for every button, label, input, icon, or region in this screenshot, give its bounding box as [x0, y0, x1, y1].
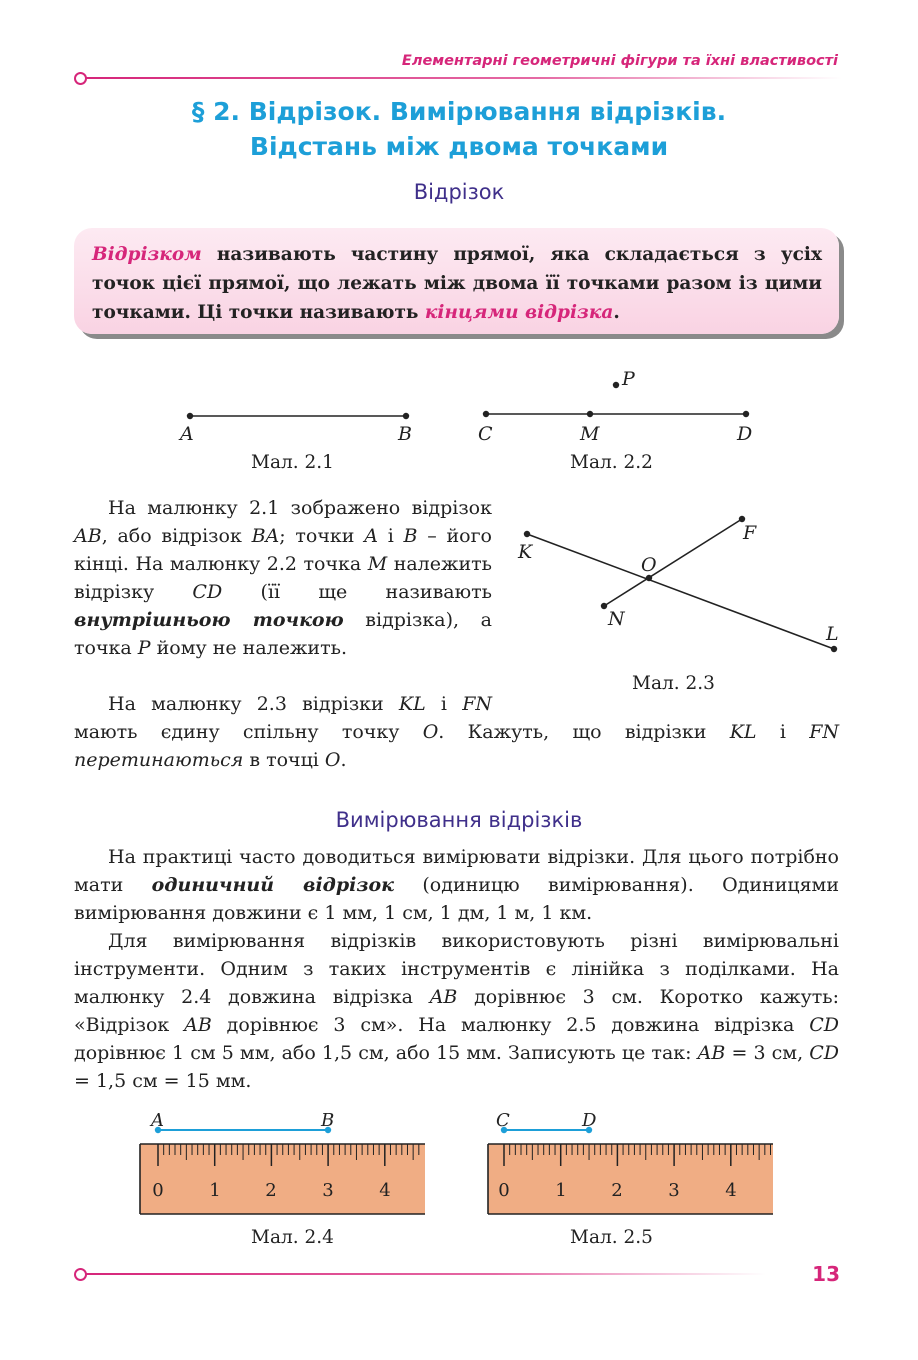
caption-2-2: Мал. 2.2 [570, 452, 653, 473]
point-p [613, 382, 619, 388]
paragraph-1: На малюнку 2.1 зображено відрізок AB, або відрізок BA; точки A і B – його кінці. На малюнку 2.2 точка M належить відрізку CD (її ще називають внутрішньою точкою відрізка), а точка P йому не належить. [74, 497, 492, 659]
ruler-number-4: 4 [725, 1180, 737, 1201]
fig-2-4 [138, 1110, 428, 1220]
ruler-number-4: 4 [379, 1180, 391, 1201]
paragraph-3: На практиці часто доводиться вимірювати відрізки. Для цього потрібно мати одиничний відрізок (одиницю вимірювання). Одиницями вимірювання довжини є 1 мм, 1 см, 1 дм, 1 м, 1 км. [74, 846, 839, 924]
definition-text: Відрізком називають частину прямої, яка складається з усіх точок цієї прямої, що лежать між двома її точками разом із цими точками. Ці точки називають кінцями відрізка. [92, 244, 822, 323]
point-n [601, 603, 607, 609]
ruler-number-3: 3 [322, 1180, 334, 1201]
ruler-number-3: 3 [668, 1180, 680, 1201]
caption-2-4: Мал. 2.4 [251, 1227, 334, 1248]
running-head: Елементарні геометричні фігури та їхні властивості [401, 53, 838, 69]
label-d: D [737, 423, 753, 445]
term-inner-point: внутрішньою точкою [74, 609, 344, 631]
subhead-segment: Відрізок [413, 180, 505, 204]
footer-rule [86, 1273, 766, 1275]
section-title-line1: § 2. Відрізок. Вимірювання відрізків. [191, 97, 727, 126]
label-b: B [321, 1110, 335, 1131]
label-c: C [496, 1110, 510, 1131]
header-rule [86, 77, 842, 79]
term-intersect: перетинаються [74, 749, 244, 771]
point-b [403, 413, 409, 419]
ruler-number-1: 1 [209, 1180, 221, 1201]
label-a: A [180, 423, 194, 445]
label-m: M [580, 423, 600, 445]
definition-term: Відрізком [92, 244, 202, 265]
subhead-measuring: Вимірювання відрізків [335, 808, 583, 832]
label-d: D [582, 1110, 597, 1131]
point-k [524, 531, 530, 537]
label-o: O [641, 554, 657, 576]
definition-term-ends: кінцями відрізка [424, 302, 614, 323]
paragraph-4: Для вимірювання відрізків використовують різні вимірювальні інструменти. Одним з таких інструментів є лінійка з поділками. На малюнку 2.4 довжина відрізка AB дорівнює 3 см. Коротко кажуть: «Відрізок AB дорівнює 3 см». На малюнку 2.5 довжина відрізка CD дорівнює 1 см 5 мм, або 1,5 см, або 15 мм. Записують це так: AB = 3 см, CD = 1,5 см = 15 мм. [74, 930, 840, 1092]
ruler-number-2: 2 [611, 1180, 623, 1201]
label-b: B [398, 423, 412, 445]
label-p: P [622, 368, 635, 390]
point-d [743, 411, 749, 417]
caption-2-1: Мал. 2.1 [251, 452, 334, 473]
label-a: A [151, 1110, 164, 1131]
ruler-number-0: 0 [152, 1180, 164, 1201]
fig-2-1 [178, 413, 412, 445]
caption-2-5: Мал. 2.5 [570, 1227, 653, 1248]
caption-2-3: Мал. 2.3 [632, 673, 715, 694]
fig-2-5 [486, 1110, 776, 1220]
label-k: K [518, 541, 533, 563]
ruler-number-0: 0 [498, 1180, 510, 1201]
point-m [587, 411, 593, 417]
segment-kl [527, 534, 834, 649]
segment-fn [604, 519, 742, 606]
point-a [187, 413, 193, 419]
point-c [483, 411, 489, 417]
fig-2-2 [478, 368, 752, 445]
term-unit-segment: одиничний відрізок [151, 874, 395, 896]
point-l [831, 646, 837, 652]
paragraph-2: На малюнку 2.3 відрізки KL і FN мають єдину спільну точку O. Кажуть, що відрізки KL і FN перетинаються в точці O. [74, 693, 839, 771]
label-l: L [826, 623, 839, 645]
figures-2-1-2-2 [0, 360, 918, 480]
page-number: 13 [812, 1262, 840, 1286]
ruler-number-2: 2 [265, 1180, 277, 1201]
label-c: C [478, 423, 493, 445]
label-f: F [743, 522, 757, 544]
ruler-number-1: 1 [555, 1180, 567, 1201]
section-title-line2: Відстань між двома точками [249, 132, 669, 161]
label-n: N [608, 608, 625, 630]
fig-2-3 [500, 500, 860, 670]
